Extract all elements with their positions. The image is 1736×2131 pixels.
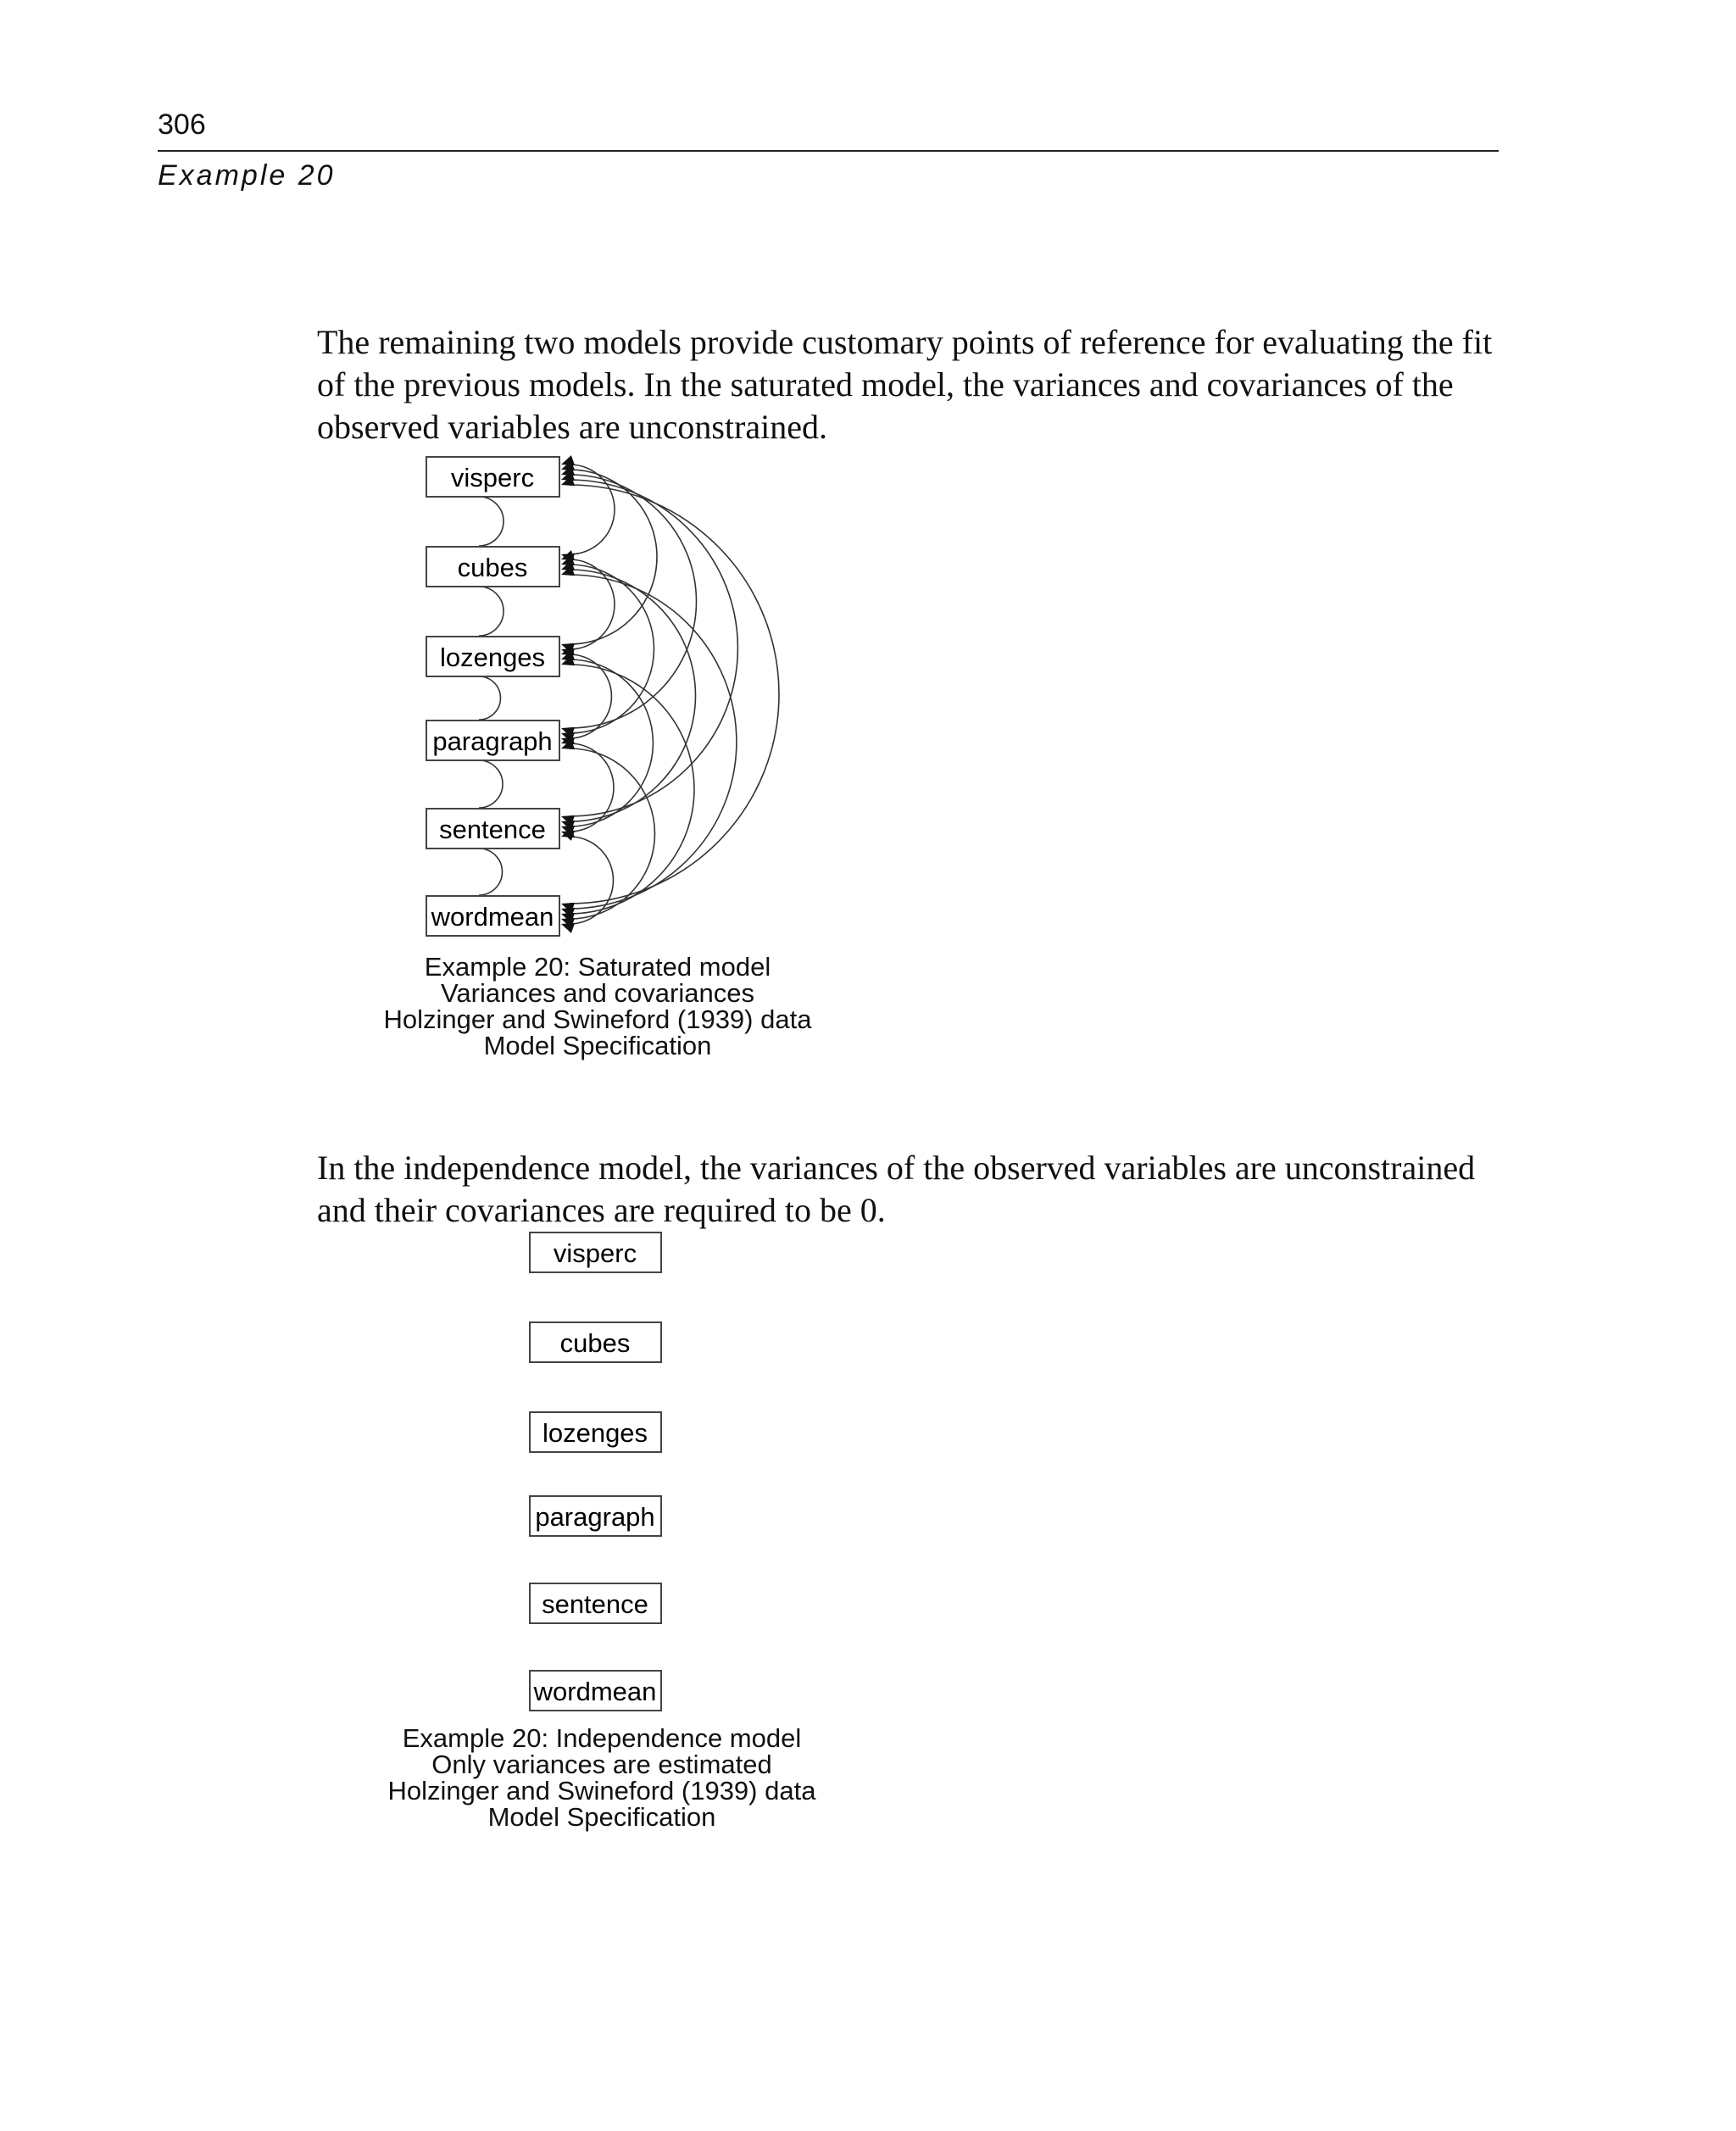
independence-caption [305,1725,899,1830]
caption-line: Model Specification [483,1031,712,1060]
variable-label: visperc [553,1238,637,1268]
variable-label: paragraph [535,1502,655,1532]
running-head: Example 20 [158,159,336,192]
caption-line: Holzinger and Swineford (1939) data [387,1776,816,1806]
variable-box-sentence [530,1583,661,1623]
caption-line: Only variances are estimated [431,1750,772,1779]
body-paragraph-1: The remaining two models provide customary points of reference for evaluating the fit of the previous models. In the saturated model, the variances and covariances of the observed variables are unconstrained. [317,323,1493,446]
caption-line: Model Specification [487,1802,716,1832]
variable-label: lozenges [542,1418,648,1448]
variable-label: lozenges [439,643,546,672]
variable-label: sentence [542,1589,648,1619]
variable-label: sentence [439,815,546,844]
variable-box-visperc [530,1232,661,1272]
variable-box-paragraph [530,1496,661,1536]
variable-label: cubes [559,1328,631,1358]
variable-box-lozenges [530,1412,661,1452]
variable-label: wordmean [431,902,554,932]
caption-line: Holzinger and Swineford (1939) data [383,1004,812,1034]
page-number: 306 [158,108,206,141]
variable-label: cubes [457,553,528,582]
variable-box-wordmean [530,1671,661,1711]
variable-label: paragraph [432,726,553,756]
caption-line: Example 20: Saturated model [424,952,771,982]
caption-line: Variances and covariances [441,978,754,1008]
caption-line: Example 20: Independence model [402,1723,802,1753]
variable-label: visperc [450,463,535,492]
body-paragraph-2: In the independence model, the variances of the observed variables are unconstrained and their covariances are required to be 0. [317,1149,1476,1229]
variable-label: wordmean [533,1677,657,1706]
variable-box-cubes [530,1322,661,1362]
